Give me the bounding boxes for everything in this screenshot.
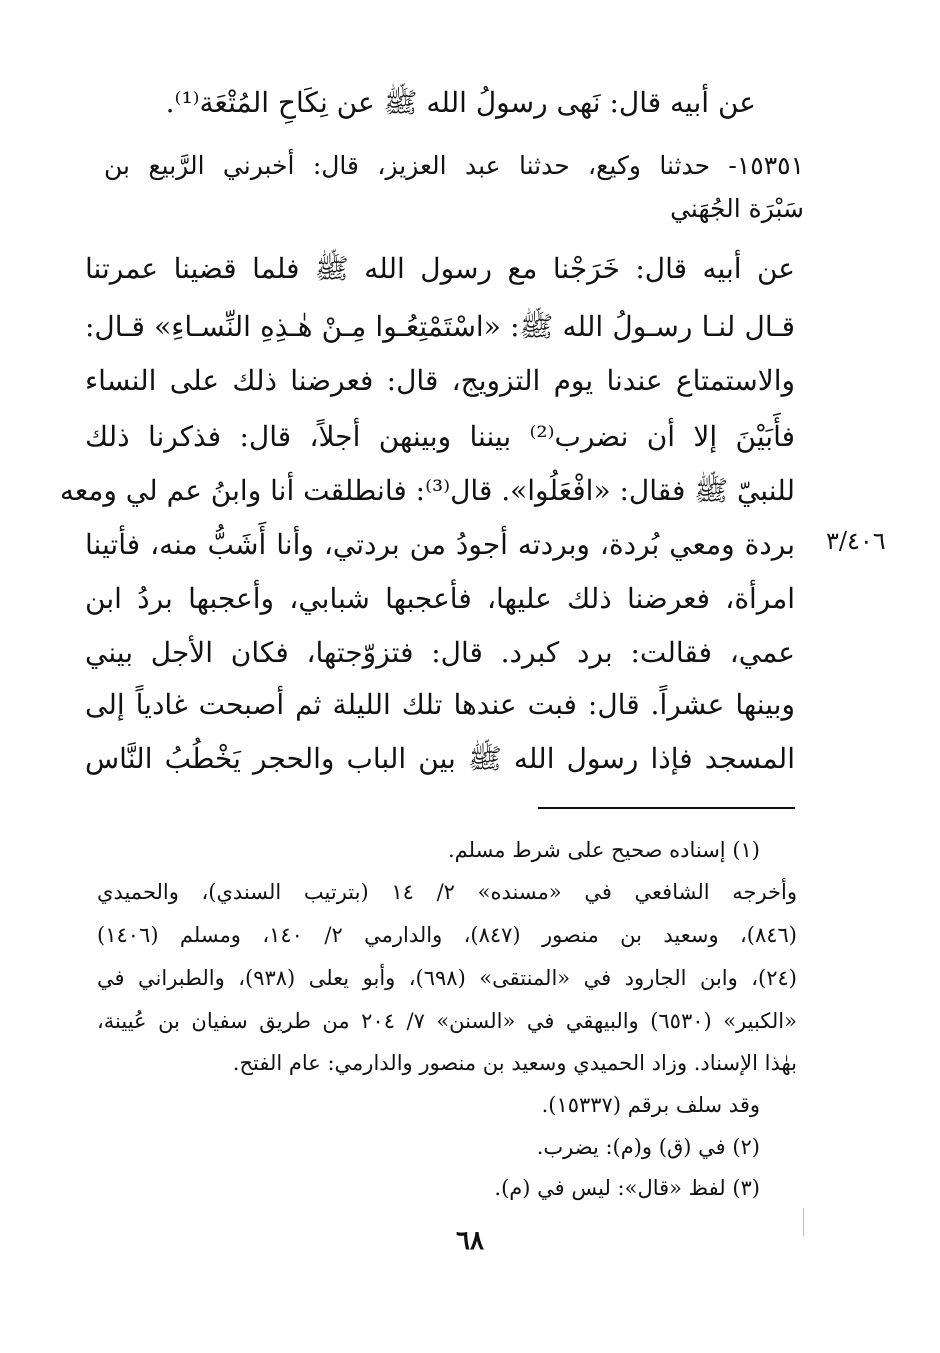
hadith-header-line-1: ١٥٣٥١- حدثنا وكيع، حدثنا عبد العزيز، قال: أخبرني الرَّبيع بن — [104, 151, 804, 180]
volume-page-reference: ٣/٤٠٦ — [826, 527, 886, 555]
footnote-1-line-2: وأخرجه الشافعي في «مسنده» ٢/ ١٤ (بترتيب السندي)، والحميدي — [97, 880, 797, 904]
body-line-1: عن أبيه قال: خَرَجْنا مع رسول الله ﷺ فلما قضينا عمرتنا — [85, 252, 795, 285]
footnote-1-line-7: وقد سلف برقم (١٥٣٣٧). — [541, 1093, 760, 1117]
footnote-1-line-3: (٨٤٦)، وسعيد بن منصور (٨٤٧)، والدارمي ٢/ ١٤٠، ومسلم (١٤٠٦) — [97, 923, 797, 947]
body-line-9: وبينها عشراً. قال: فبت عندها تلك الليلة ثم أصبحت غادياً إلى — [85, 688, 795, 721]
body-line-3: والاستمتاع عندنا يوم التزويج، قال: فعرضنا ذلك على النساء — [85, 364, 795, 397]
footnote-3: (٣) لفظ «قال»: ليس في (م). — [494, 1176, 760, 1200]
page-number: ٦٨ — [456, 1226, 484, 1256]
footnote-1-line-6: بهٰذا الإسناد. وزاد الحميدي وسعيد بن منصور والدارمي: عام الفتح. — [232, 1051, 797, 1075]
hadith-header-line-2: سَبْرَة الجُهَني — [670, 194, 804, 223]
footnote-separator — [538, 807, 795, 809]
footnote-1-line-4: (٢٤)، وابن الجارود في «المنتقى» (٦٩٨)، وأبو يعلى (٩٣٨)، والطبراني في — [97, 966, 797, 990]
opening-line: عن أبيه قال: نَهى رسولُ الله ﷺ عن نِكَاحِ المُتْعَة⁽¹⁾. — [165, 86, 756, 119]
body-line-10: المسجد فإذا رسول الله ﷺ بين الباب والحجر يَخْطُبُ النَّاس — [85, 742, 795, 775]
footnote-2: (٢) في (ق) و(م): يضرب. — [536, 1135, 760, 1159]
body-line-6: بردة ومعي بُردة، وبردته أجودُ من بردتي، وأنا أَشَبُّ منه، فأتينا — [85, 528, 795, 561]
footnote-1-line-5: «الكبير» (٦٥٣٠) والبيهقي في «السنن» ٧/ ٢٠٤ من طريق سفيان بن عُيينة، — [97, 1009, 797, 1033]
footnote-1: (١) إسناده صحيح على شرط مسلم. — [447, 838, 760, 862]
body-line-7: امرأة، فعرضنا ذلك عليها، فأعجبها شبابي، وأعجبها بردُ ابن — [85, 582, 795, 615]
body-line-4: فأَبَيْنَ إلا أن نضرب⁽²⁾ بيننا وبينهن أجلاً، قال: فذكرنا ذلك — [85, 420, 795, 453]
body-line-2: قـال لنـا رسـولُ الله ﷺ: «اسْتَمْتِعُـوا مِـنْ هٰـذِهِ النِّسـاءِ» قـال: — [85, 310, 795, 343]
body-line-5: للنبيّ ﷺ فقال: «افْعَلُوا». قال⁽³⁾: فانطلقت أنا وابنُ عم لي ومعه — [59, 474, 795, 507]
body-line-8: عمي، فقالت: برد كبرد. قال: فتزوّجتها، فكان الأجل بيني — [85, 636, 795, 669]
